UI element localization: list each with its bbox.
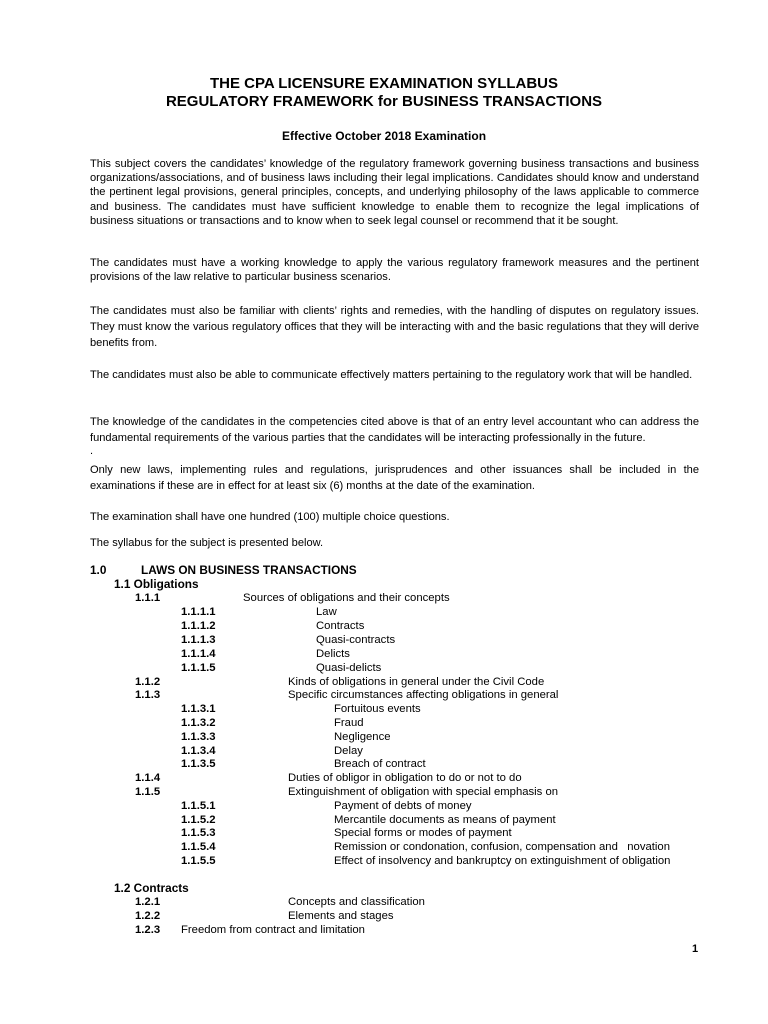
- outline-number: 1.1.3.5: [181, 758, 216, 770]
- outline-number: 1.1.3.1: [181, 703, 216, 715]
- outline-text: Effect of insolvency and bankruptcy on extinguishment of obligation: [334, 855, 671, 867]
- outline-text: Extinguishment of obligation with special emphasis on: [288, 786, 559, 798]
- outline-number: 1.2.1: [135, 896, 161, 908]
- outline-text: Fortuitous events: [334, 703, 421, 715]
- outline-number: 1.1.5.3: [181, 827, 216, 839]
- document-title: THE CPA LICENSURE EXAMINATION SYLLABUS: [209, 75, 559, 92]
- outline-number: 1.1.3.2: [181, 717, 216, 729]
- outline-text: Sources of obligations and their concepts: [243, 592, 450, 604]
- outline-text: Quasi-delicts: [316, 662, 382, 674]
- paragraph-entry-level: The knowledge of the candidates in the competencies cited above is that of an entry level accountant who can address the fundamental requirements of the various parties that the candidates will be interacting professionally in the future.: [90, 416, 699, 444]
- subsection-obligations: 1.1 Obligations: [114, 577, 199, 591]
- outline-text: Contracts: [316, 620, 365, 632]
- outline-text: Breach of contract: [334, 758, 426, 770]
- outline-number: 1.2.2: [135, 910, 161, 922]
- outline-text: Specific circumstances affecting obligations in general: [288, 689, 559, 701]
- outline-number: 1.1.1.2: [181, 620, 216, 632]
- outline-text: Law: [316, 606, 337, 618]
- page-number: 1: [692, 943, 699, 955]
- outline-number: 1.1.3.4: [181, 745, 216, 757]
- outline-text: Quasi-contracts: [316, 634, 396, 646]
- paragraph-clients-rights: The candidates must also be familiar with clients’ rights and remedies, with the handling of disputes on regulatory issues. They must know the various regulatory offices that they will be interacting with and the basic regulations that they will derive benefits from.: [90, 305, 699, 349]
- intro-paragraph: This subject covers the candidates’ knowledge of the regulatory framework governing business transactions and business organizations/associations, and of business laws including their legal implications. Candidates should know and understand the pertinent legal provisions, general principles, concepts, and underlying philosophy of the laws applicable to commerce and business. The candidates must have sufficient knowledge to enable them to recognize the legal implications of business situations or transactions and to know when to seek legal counsel or recommend that it be sought.: [90, 158, 699, 227]
- section-title: LAWS ON BUSINESS TRANSACTIONS: [141, 563, 357, 577]
- outline-text: Mercantile documents as means of payment: [334, 814, 556, 826]
- outline-text: Freedom from contract and limitation: [181, 924, 365, 936]
- outline-number: 1.1.2: [135, 676, 161, 688]
- outline-number: 1.1.1.3: [181, 634, 216, 646]
- outline-number: 1.1.3: [135, 689, 161, 701]
- outline-text: Concepts and classification: [288, 896, 425, 908]
- outline-text: Fraud: [334, 717, 364, 729]
- paragraph-syllabus-intro: The syllabus for the subject is presented below.: [90, 537, 324, 549]
- outline-text: Delay: [334, 745, 363, 757]
- outline-text: Payment of debts of money: [334, 800, 472, 812]
- subsection-contracts: 1.2 Contracts: [114, 881, 189, 895]
- outline-number: 1.1.4: [135, 772, 161, 784]
- outline-number: 1.1.1.1: [181, 606, 216, 618]
- outline-number: 1.1.3.3: [181, 731, 216, 743]
- effective-date: Effective October 2018 Examination: [281, 129, 487, 143]
- outline-text: Negligence: [334, 731, 391, 743]
- outline-number: 1.1.1: [135, 592, 161, 604]
- outline-number: 1.1.5.2: [181, 814, 216, 826]
- document-subtitle: REGULATORY FRAMEWORK for BUSINESS TRANSACTIONS: [165, 93, 603, 110]
- paragraph-communicate: The candidates must also be able to communicate effectively matters pertaining to the regulatory work that will be handled.: [90, 369, 693, 381]
- outline-text: Kinds of obligations in general under the Civil Code: [288, 676, 545, 688]
- outline-number: 1.1.5.1: [181, 800, 216, 812]
- outline-text: Duties of obligor in obligation to do or not to do: [288, 772, 522, 784]
- section-number: 1.0: [90, 563, 107, 577]
- outline-number: 1.1.1.4: [181, 648, 216, 660]
- stray-period: .: [90, 445, 94, 457]
- outline-number: 1.1.5: [135, 786, 161, 798]
- outline-text: Elements and stages: [288, 910, 394, 922]
- outline-number: 1.1.1.5: [181, 662, 216, 674]
- outline-text: Delicts: [316, 648, 350, 660]
- paragraph-new-laws: Only new laws, implementing rules and regulations, jurisprudences and other issuances shall be included in the examinations if these are in effect for at least six (6) months at the date of the examination.: [90, 464, 699, 492]
- outline-text: Remission or condonation, confusion, compensation and novation: [334, 841, 670, 853]
- paragraph-question-count: The examination shall have one hundred (100) multiple choice questions.: [90, 511, 450, 523]
- outline-number: 1.1.5.5: [181, 855, 216, 867]
- paragraph-working-knowledge: The candidates must have a working knowledge to apply the various regulatory framework measures and the pertinent provisions of the law relative to particular business scenarios.: [90, 257, 699, 284]
- outline-number: 1.2.3: [135, 924, 161, 936]
- outline-number: 1.1.5.4: [181, 841, 216, 853]
- outline-text: Special forms or modes of payment: [334, 827, 512, 839]
